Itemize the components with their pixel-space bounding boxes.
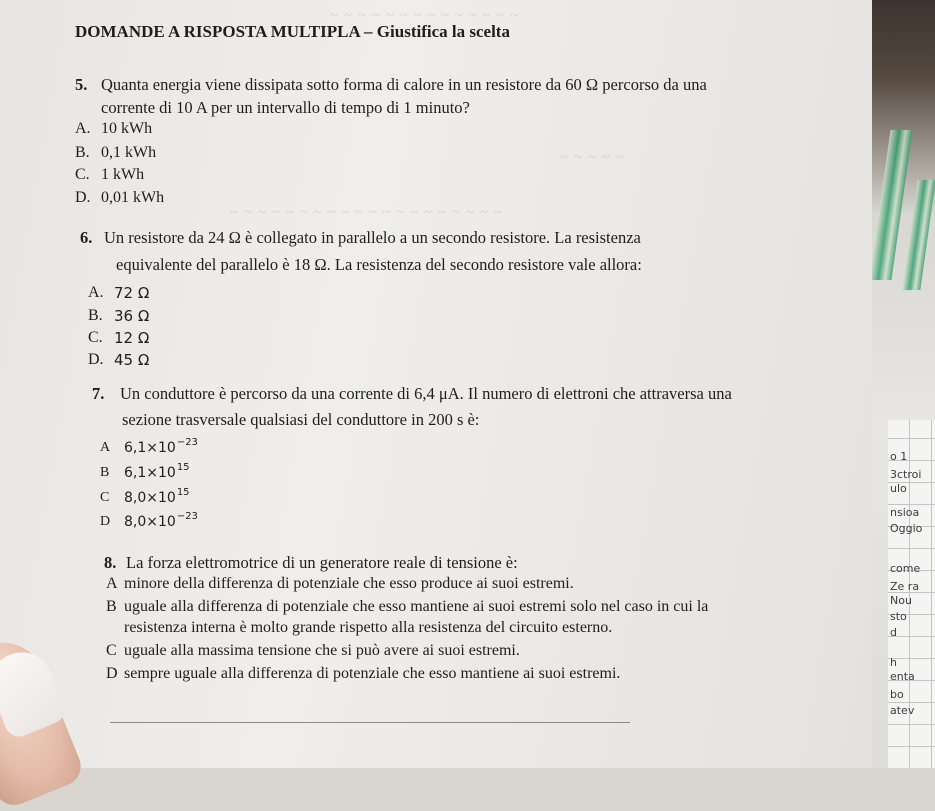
handwritten-note: o 1 bbox=[890, 450, 908, 463]
option-letter: C. bbox=[75, 166, 90, 183]
option-text: sempre uguale alla differenza di potenziale che esso mantiene ai suoi estremi. bbox=[124, 665, 621, 682]
option-letter: D. bbox=[88, 351, 104, 368]
option-text bbox=[124, 511, 198, 530]
question-number: 8. bbox=[104, 553, 117, 572]
option-text bbox=[124, 487, 190, 506]
exponent: −23 bbox=[176, 437, 198, 448]
mantissa: 8,0×10 bbox=[124, 514, 176, 530]
option-letter: C bbox=[100, 490, 110, 505]
option-letter: D. bbox=[75, 189, 91, 206]
option-text: 0,01 kWh bbox=[101, 189, 165, 206]
option-letter: C. bbox=[88, 329, 103, 346]
handwritten-note: sto bbox=[890, 610, 907, 623]
handwritten-note: enta bbox=[890, 670, 915, 683]
question-text: Un conduttore è percorso da una corrente di 6,4 μA. Il numero di elettroni che attraversa una bbox=[120, 384, 732, 403]
option-letter: B bbox=[106, 598, 117, 615]
handwritten-note: 3ctroi bbox=[890, 468, 922, 481]
mantissa: 6,1×10 bbox=[124, 465, 176, 481]
handwritten-note: Ze ra bbox=[890, 580, 920, 593]
bleed-through-text: ~ ~ ~ ~ ~ ~ ~ ~ ~ ~ ~ ~ ~ ~ bbox=[330, 8, 520, 24]
option-letter: A. bbox=[88, 284, 104, 301]
option-text: 36 Ω bbox=[114, 307, 150, 325]
question-text: sezione trasversale qualsiasi del conduttore in 200 s è: bbox=[122, 410, 480, 429]
handwritten-note: h bbox=[890, 656, 897, 669]
handwritten-note: Oggio bbox=[890, 522, 923, 535]
handwritten-note: atev bbox=[890, 704, 915, 717]
option-text bbox=[124, 437, 198, 456]
option-text: uguale alla differenza di potenziale che esso mantiene ai suoi estremi solo nel caso in cui la bbox=[124, 598, 709, 615]
handwritten-note: d bbox=[890, 626, 897, 639]
question-text: equivalente del parallelo è 18 Ω. La resistenza del secondo resistore vale allora: bbox=[116, 255, 642, 274]
exponent: −23 bbox=[176, 511, 198, 522]
question-number: 5. bbox=[75, 75, 88, 94]
handwritten-note: come bbox=[890, 562, 921, 575]
handwritten-note: ulo bbox=[890, 482, 907, 495]
page-title: DOMANDE A RISPOSTA MULTIPLA – Giustifica la scelta bbox=[75, 22, 510, 41]
bleed-through-text: ~ ~ ~ ~ ~ ~ ~ ~ ~ ~ ~ ~ ~ ~ ~ ~ ~ ~ ~ ~ bbox=[230, 205, 503, 221]
question-text: La forza elettromotrice di un generatore reale di tensione è: bbox=[126, 553, 518, 572]
option-letter: A bbox=[100, 440, 111, 455]
option-text: 1 kWh bbox=[101, 166, 145, 183]
option-letter: B. bbox=[75, 144, 90, 161]
option-letter: B bbox=[100, 465, 110, 480]
option-letter: D bbox=[100, 514, 111, 529]
option-text-continued: resistenza interna è molto grande rispetto alla resistenza del circuito esterno. bbox=[124, 619, 613, 636]
option-text: 45 Ω bbox=[114, 351, 150, 369]
option-text: 72 Ω bbox=[114, 284, 150, 302]
option-text: 10 kWh bbox=[101, 120, 153, 137]
handwritten-note: bo bbox=[890, 688, 904, 701]
question-number: 7. bbox=[92, 384, 105, 403]
option-text: minore della differenza di potenziale che esso produce ai suoi estremi. bbox=[124, 575, 574, 592]
option-text bbox=[124, 462, 190, 481]
bleed-through-text: ~ ~ ~ ~ ~ bbox=[560, 150, 625, 166]
option-letter: A bbox=[106, 575, 118, 592]
option-letter: D bbox=[106, 665, 118, 682]
question-text: Quanta energia viene dissipata sotto forma di calore in un resistore da 60 Ω percorso da una bbox=[101, 75, 707, 94]
notebook-grid-paper bbox=[888, 420, 935, 768]
question-number: 6. bbox=[80, 228, 93, 247]
question-text: Un resistore da 24 Ω è collegato in parallelo a un secondo resistore. La resistenza bbox=[104, 228, 641, 247]
option-text: 0,1 kWh bbox=[101, 144, 157, 161]
option-text: 12 Ω bbox=[114, 329, 150, 347]
option-letter: B. bbox=[88, 307, 103, 324]
bottom-divider bbox=[110, 722, 630, 723]
option-letter: A. bbox=[75, 120, 91, 137]
mantissa: 6,1×10 bbox=[124, 440, 176, 456]
mantissa: 8,0×10 bbox=[124, 490, 176, 506]
option-letter: C bbox=[106, 642, 117, 659]
handwritten-note: Nou bbox=[890, 594, 912, 607]
exponent: 15 bbox=[176, 462, 190, 473]
green-striped-object bbox=[902, 180, 935, 290]
option-text: uguale alla massima tensione che si può avere ai suoi estremi. bbox=[124, 642, 520, 659]
handwritten-note: nsioa bbox=[890, 506, 920, 519]
question-text: corrente di 10 A per un intervallo di tempo di 1 minuto? bbox=[101, 98, 470, 117]
exponent: 15 bbox=[176, 487, 190, 498]
